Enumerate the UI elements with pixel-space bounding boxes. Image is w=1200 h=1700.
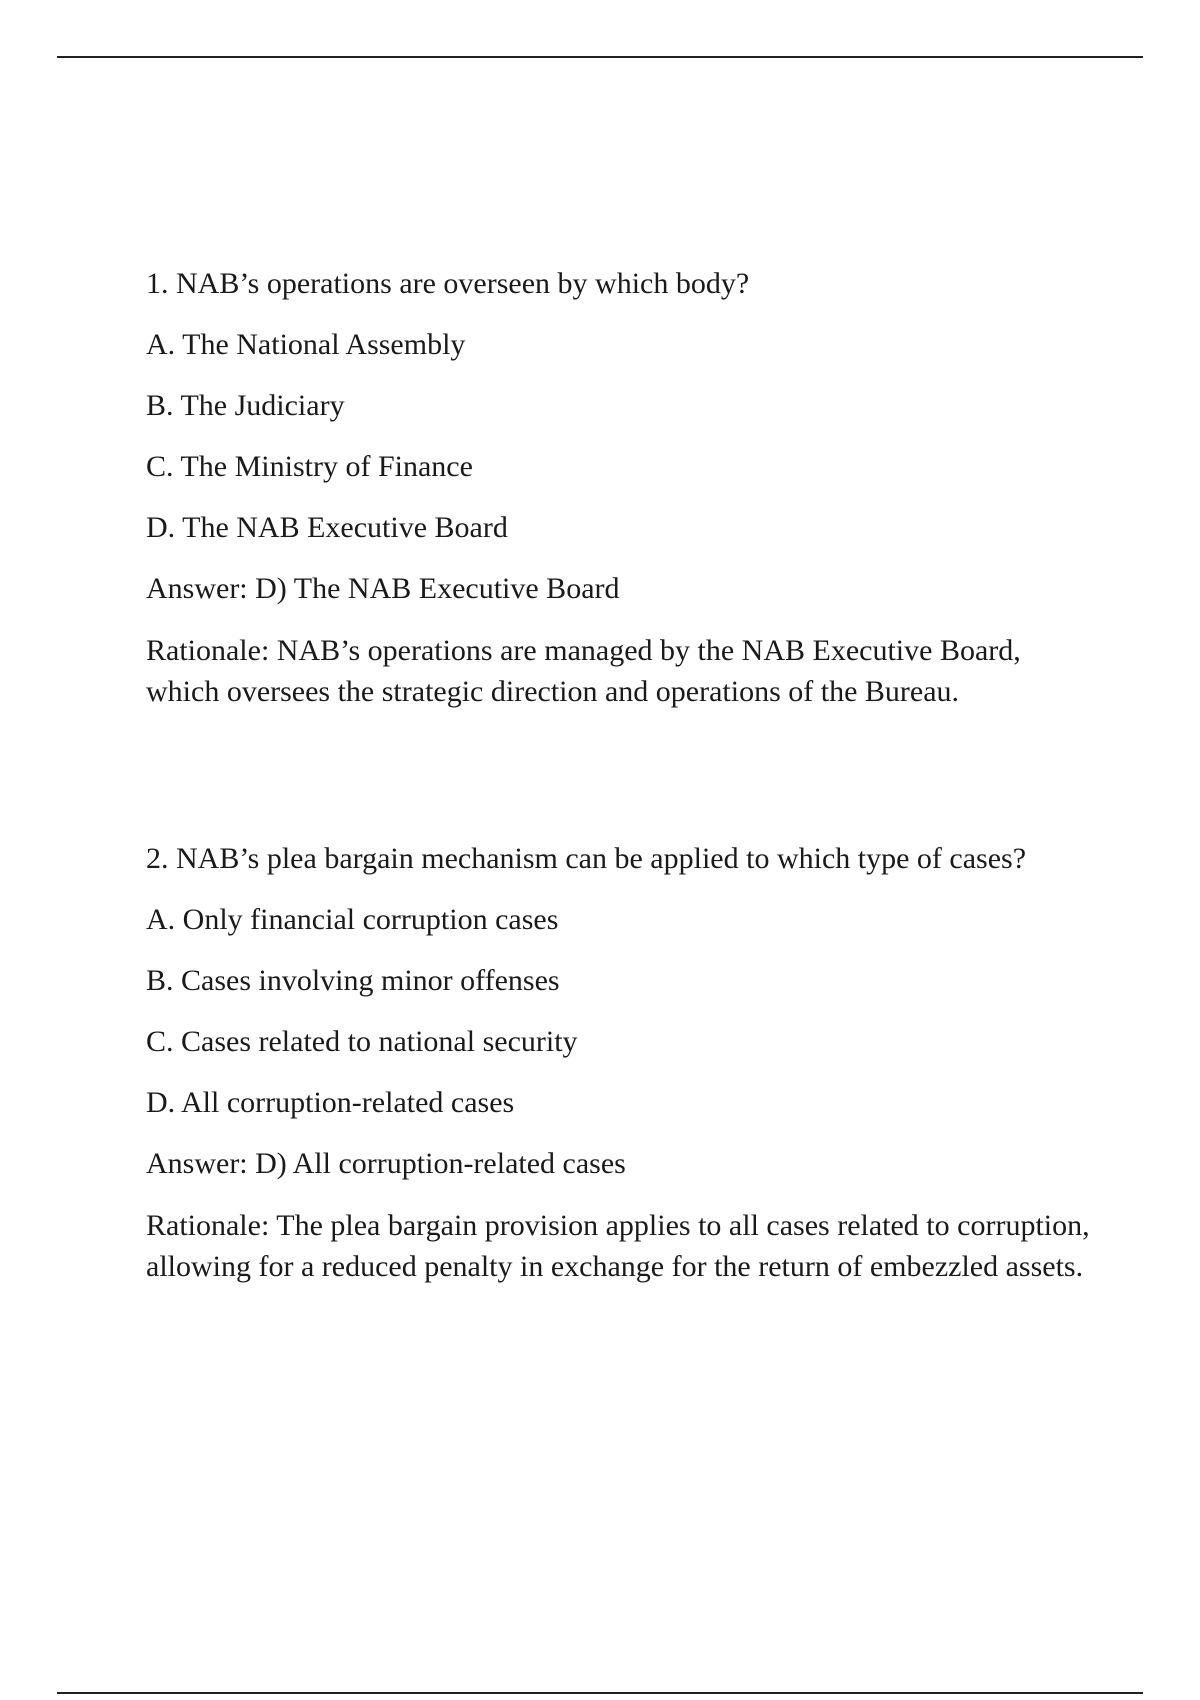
option-a: A. Only financial corruption cases	[146, 903, 559, 936]
option-b: B. The Judiciary	[146, 389, 345, 422]
rationale-text: Rationale: NAB’s operations are managed by the NAB Executive Board, which oversees the strategic direction and operations of the Bureau.	[146, 634, 1021, 708]
question-text: 2. NAB’s plea bargain mechanism can be applied to which type of cases?	[146, 842, 1027, 875]
question-text: 1. NAB’s operations are overseen by which body?	[146, 267, 750, 300]
answer-text: Answer: D) The NAB Executive Board	[146, 572, 620, 605]
option-a: A. The National Assembly	[146, 328, 466, 361]
option-b: B. Cases involving minor offenses	[146, 964, 560, 997]
option-d: D. The NAB Executive Board	[146, 511, 508, 544]
answer-text: Answer: D) All corruption-related cases	[146, 1147, 626, 1180]
rationale-text: Rationale: The plea bargain provision applies to all cases related to corruption, allowing for a reduced penalty in exchange for the return of embezzled assets.	[146, 1209, 1090, 1283]
option-d: D. All corruption-related cases	[146, 1086, 515, 1119]
option-c: C. The Ministry of Finance	[146, 450, 473, 483]
option-c: C. Cases related to national security	[146, 1025, 578, 1058]
question-block-1	[146, 264, 1096, 712]
top-divider	[57, 56, 1143, 58]
question-block-2	[146, 839, 1096, 1287]
bottom-divider	[57, 1692, 1143, 1694]
